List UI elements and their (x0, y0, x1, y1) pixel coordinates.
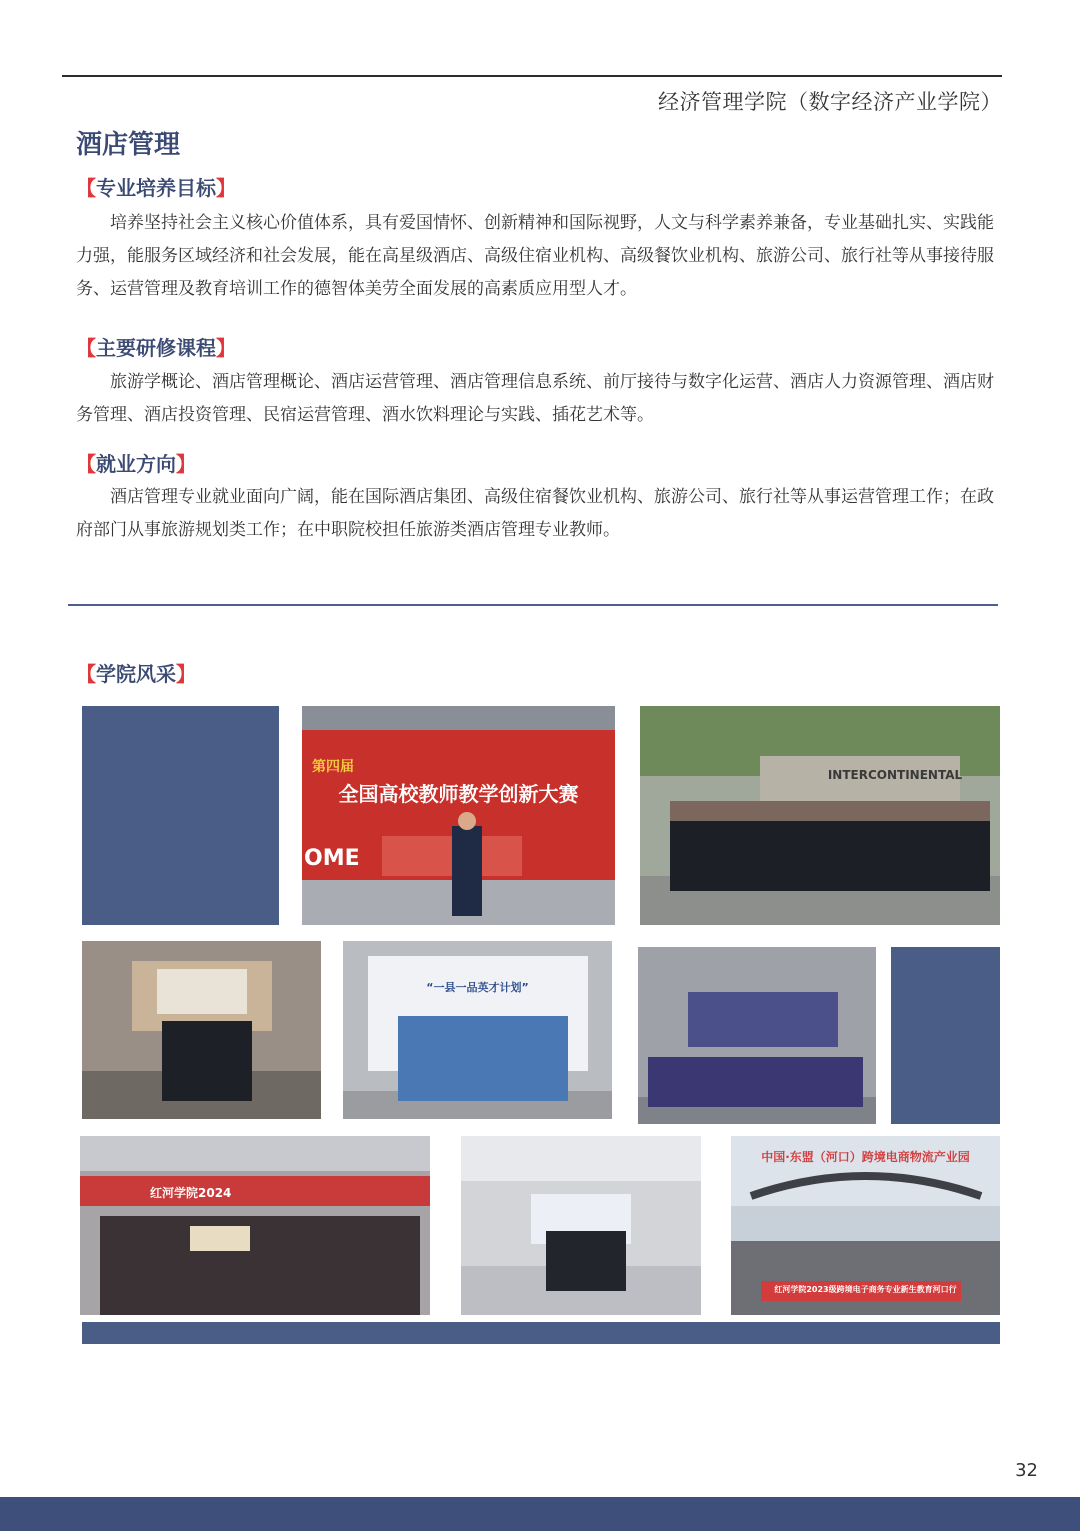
section-body-careers: 酒店管理专业就业面向广阔，能在国际酒店集团、高级住宿餐饮业机构、旅游公司、旅行社等从事运营管理工作；在政府部门从事旅游规划类工作；在中职院校担任旅游类酒店管理专业教师。 (76, 487, 994, 540)
photo-talent-plan-image (343, 941, 612, 1119)
trade-banner: 中国·东盟（河口）跨境电商物流产业园 (761, 1150, 970, 1164)
photo-hotel-group (640, 706, 1000, 925)
heading-text: 就业方向 (96, 452, 176, 476)
bracket-open: 【 (76, 336, 96, 360)
heading-text: 主要研修课程 (96, 336, 216, 360)
heading-text: 专业培养目标 (96, 176, 216, 200)
contest-prefix: 第四届 (312, 759, 354, 775)
section-body-courses: 旅游学概论、酒店管理概论、酒店运营管理、酒店管理信息系统、前厅接待与数字化运营、酒店人力资源管理、酒店财务管理、酒店投资管理、民宿运营管理、酒水饮料理论与实践、插花艺术等。 (76, 372, 994, 425)
photo-classroom (461, 1136, 701, 1315)
plan-banner: “一县一品英才计划” (426, 981, 529, 994)
page-number: 32 (1015, 1460, 1038, 1481)
photo-lobby-image (82, 941, 321, 1119)
photo-teaching-contest-image (302, 706, 615, 925)
bracket-close: 】 (176, 662, 196, 686)
bracket-close: 】 (216, 336, 236, 360)
hotel-sign: INTERCONTINENTAL (827, 768, 963, 782)
photo-conference-image (638, 947, 876, 1124)
school-header: 经济管理学院（数字经济产业学院） (658, 90, 1002, 114)
photo-award-ceremony-image (80, 1136, 430, 1315)
photo-lobby (82, 941, 321, 1119)
decor-bar (82, 1322, 1000, 1344)
photo-teaching-contest (302, 706, 615, 925)
photo-hotel-group-image (640, 706, 1000, 925)
photo-conference (638, 947, 876, 1124)
photo-trade-park (731, 1136, 1000, 1315)
footer-band (0, 1497, 1080, 1531)
bracket-close: 】 (176, 452, 196, 476)
photo-award-ceremony (80, 1136, 430, 1315)
section-heading-courses (76, 332, 236, 361)
heading-text: 学院风采 (96, 662, 176, 686)
top-rule (62, 75, 1002, 77)
mid-rule (68, 604, 998, 606)
bracket-open: 【 (76, 452, 96, 476)
award-banner: 红河学院2024 (150, 1186, 232, 1200)
bracket-open: 【 (76, 176, 96, 200)
bracket-open: 【 (76, 662, 96, 686)
contest-banner: 全国高校教师教学创新大赛 (338, 782, 579, 806)
section-heading-goals (76, 172, 236, 201)
decor-block-1 (82, 706, 279, 925)
contest-welcome: OME (304, 846, 360, 871)
gallery-heading (76, 658, 196, 687)
trade-sub: 红河学院2023级跨境电子商务专业新生教育河口行 (774, 1285, 957, 1294)
bracket-close: 】 (216, 176, 236, 200)
page-title: 酒店管理 (76, 130, 181, 160)
section-heading-careers (76, 448, 196, 477)
photo-talent-plan (343, 941, 612, 1119)
section-body-goals: 培养坚持社会主义核心价值体系，具有爱国情怀、创新精神和国际视野，人文与科学素养兼备，专业基础扎实、实践能力强，能服务区域经济和社会发展，能在高星级酒店、高级住宿业机构、高级餐饮业机构、旅游公司、旅行社等从事接待服务、运营管理及教育培训工作的德智体美劳全面发展的高素质应用型人才。 (76, 213, 994, 299)
decor-block-2 (891, 947, 1000, 1124)
photo-classroom-image (461, 1136, 701, 1315)
